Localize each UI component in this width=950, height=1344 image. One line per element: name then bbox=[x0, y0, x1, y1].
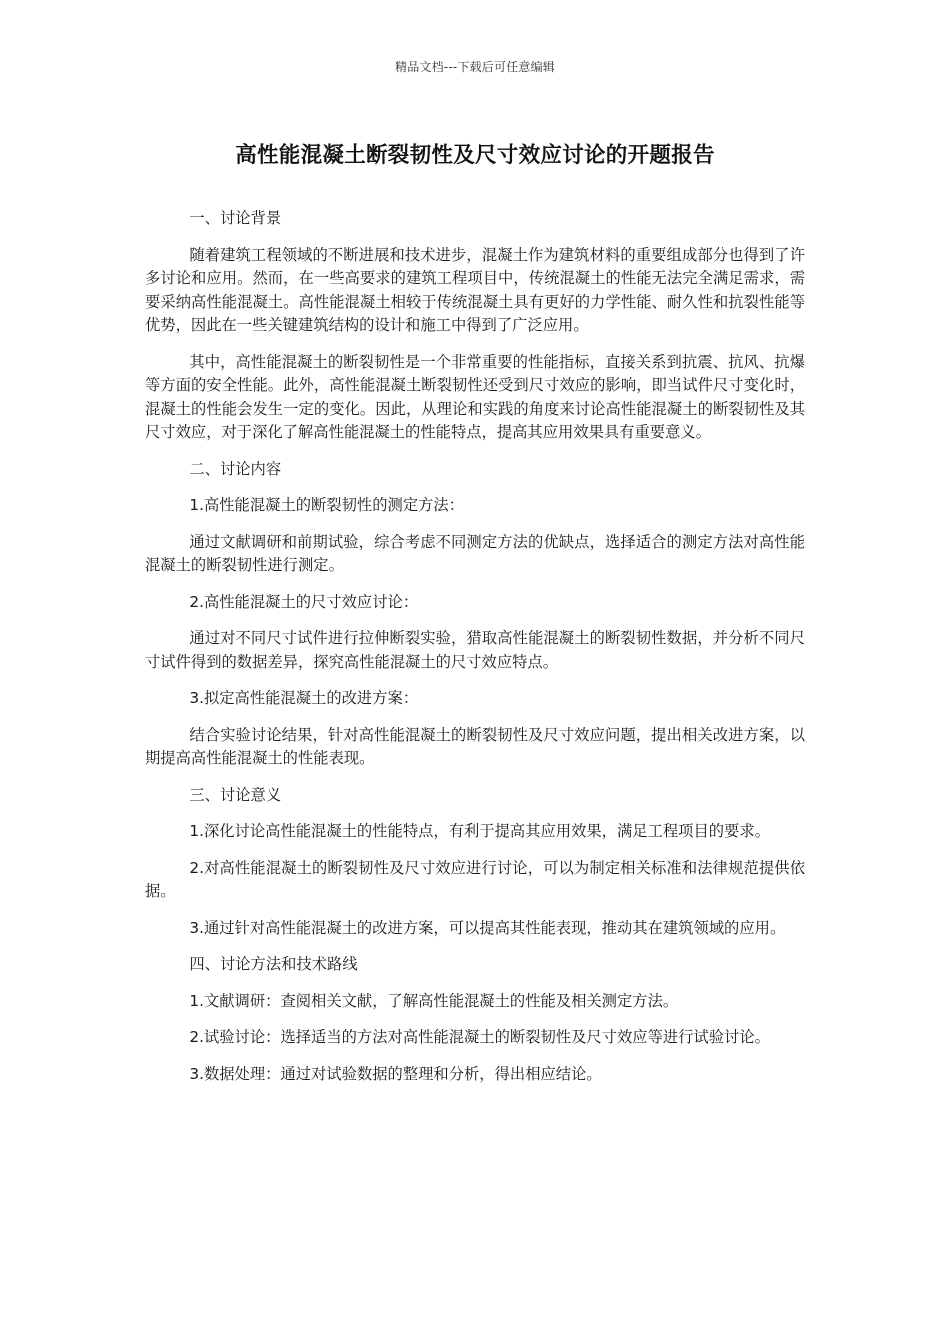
paragraph: 随着建筑工程领域的不断进展和技术进步，混凝土作为建筑材料的重要组成部分也得到了许多讨论和应用。然而，在一些高要求的建筑工程项目中，传统混凝土的性能无法完全满足需求，需要采纳高性能混凝土。高性能混凝土相较于传统混凝土具有更好的力学性能、耐久性和抗裂性能等优势，因此在一些关键建筑结构的设计和施工中得到了广泛应用。 bbox=[145, 245, 805, 334]
paragraph: 其中，高性能混凝土的断裂韧性是一个非常重要的性能指标，直接关系到抗震、抗风、抗爆等方面的安全性能。此外，高性能混凝土断裂韧性还受到尺寸效应的影响，即当试件尺寸变化时，混凝土的性能会发生一定的变化。因此，从理论和实践的角度来讨论高性能混凝土的断裂韧性及其尺寸效应，对于深化了解高性能混凝土的性能特点，提高其应用效果具有重要意义。 bbox=[145, 352, 805, 441]
subheading: 1.高性能混凝土的断裂韧性的测定方法： bbox=[189, 496, 465, 514]
header-note: 精品文档---下载后可任意编辑 bbox=[395, 60, 555, 74]
paragraph: 通过文献调研和前期试验，综合考虑不同测定方法的优缺点，选择适合的测定方法对高性能混凝土的断裂韧性进行测定。 bbox=[145, 532, 805, 574]
document-title: 高性能混凝土断裂韧性及尺寸效应讨论的开题报告 bbox=[235, 143, 715, 168]
subheading: 3.拟定高性能混凝土的改进方案： bbox=[189, 689, 419, 707]
list-item: 3.数据处理：通过对试验数据的整理和分析，得出相应结论。 bbox=[189, 1064, 602, 1083]
list-item: 2.试验讨论：选择适当的方法对高性能混凝土的断裂韧性及尺寸效应等进行试验讨论。 bbox=[189, 1028, 770, 1046]
subheading: 2.高性能混凝土的尺寸效应讨论： bbox=[189, 592, 419, 611]
section-heading-background: 一、讨论背景 bbox=[189, 209, 282, 227]
section-heading-content: 二、讨论内容 bbox=[189, 459, 282, 478]
section-heading-significance: 三、讨论意义 bbox=[189, 785, 282, 804]
document-body bbox=[145, 207, 805, 1099]
paragraph: 结合实验讨论结果，针对高性能混凝土的断裂韧性及尺寸效应问题，提出相关改进方案，以期提高高性能混凝土的性能表现。 bbox=[145, 725, 805, 767]
list-item: 2.对高性能混凝土的断裂韧性及尺寸效应进行讨论，可以为制定相关标准和法律规范提供依据。 bbox=[145, 858, 805, 900]
list-item: 3.通过针对高性能混凝土的改进方案，可以提高其性能表现，推动其在建筑领域的应用。 bbox=[189, 918, 786, 937]
paragraph: 通过对不同尺寸试件进行拉伸断裂实验，猎取高性能混凝土的断裂韧性数据，并分析不同尺寸试件得到的数据差异，探究高性能混凝土的尺寸效应特点。 bbox=[145, 629, 805, 671]
list-item: 1.文献调研：查阅相关文献，了解高性能混凝土的性能及相关测定方法。 bbox=[189, 991, 679, 1010]
section-heading-methods: 四、讨论方法和技术路线 bbox=[189, 955, 358, 973]
list-item: 1.深化讨论高性能混凝土的性能特点，有利于提高其应用效果，满足工程项目的要求。 bbox=[189, 822, 770, 840]
